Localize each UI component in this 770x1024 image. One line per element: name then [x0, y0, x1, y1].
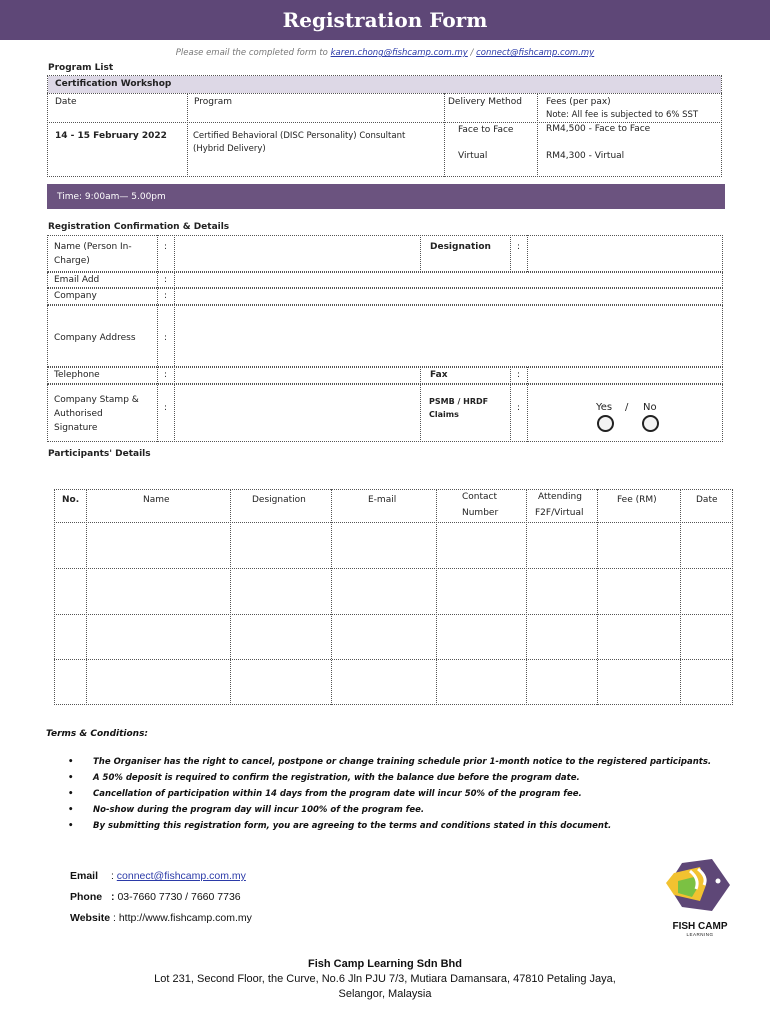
- logo-text: FISH CAMP: [672, 921, 728, 932]
- address-label: Company Address: [54, 333, 136, 343]
- col-date-header: Date: [55, 97, 77, 107]
- stamp-label-cont: Authorised: [54, 409, 103, 419]
- slash: /: [625, 402, 629, 413]
- no-label: No: [643, 402, 657, 413]
- colon: :: [517, 370, 521, 380]
- telephone-label: Telephone: [54, 370, 100, 380]
- contact-email: Email : connect@fishcamp.com.my: [70, 870, 246, 882]
- footer-address-cont: Selangor, Malaysia: [338, 988, 432, 1000]
- name-label-cont: Charge): [54, 256, 90, 266]
- yes-label: Yes: [596, 402, 613, 413]
- stamp-area[interactable]: [176, 386, 418, 440]
- email-link-karen[interactable]: karen.chong@fishcamp.com.my: [330, 48, 468, 58]
- fish-logo-icon: [660, 855, 740, 915]
- col-email: E-mail: [368, 495, 397, 505]
- fax-input[interactable]: [529, 368, 721, 383]
- footer-address: Lot 231, Second Floor, the Curve, No.6 Jln PJU 7/3, Mutiara Damansara, 47810 Petaling Jaya,: [154, 973, 616, 985]
- name-input[interactable]: [176, 237, 418, 270]
- divider: [444, 93, 445, 177]
- colon: :: [517, 403, 521, 413]
- contact-phone: Phone : 03-7660 7730 / 7660 7736: [70, 891, 241, 903]
- colon: :: [164, 242, 168, 252]
- terms-list: [68, 757, 758, 837]
- col-name: Name: [143, 495, 170, 505]
- fee-note: Note: All fee is subjected to 6% SST: [546, 110, 699, 120]
- table-row[interactable]: [55, 660, 732, 704]
- name-label: Name (Person In-: [54, 242, 132, 252]
- program-list-label: Program List: [48, 63, 114, 73]
- time-bar: Time: 9:00am— 5.00pm: [47, 184, 725, 209]
- psmb-label: PSMB / HRDF: [429, 397, 489, 406]
- col-contact: Contact: [462, 492, 498, 502]
- col-no: No.: [62, 495, 80, 505]
- registration-label: Registration Confirmation & Details: [48, 222, 230, 232]
- stamp-label: Company Stamp &: [54, 395, 139, 405]
- phone-label: Phone: [70, 891, 103, 903]
- website-link[interactable]: http://www.fishcamp.com.my: [118, 912, 252, 924]
- table-row[interactable]: [55, 523, 732, 567]
- email-separator: /: [470, 48, 474, 58]
- phone-value: 03-7660 7730 / 7660 7736: [117, 891, 241, 903]
- divider: [187, 93, 188, 177]
- program-category: Certification Workshop: [48, 76, 721, 93]
- col-contact-cont: Number: [462, 508, 499, 518]
- company-input[interactable]: [176, 289, 721, 304]
- list-item: • By submitting this registration form, you are agreeing to the terms and conditions stated in this document.: [68, 821, 758, 837]
- colon: :: [517, 242, 521, 252]
- col-program-header: Program: [194, 97, 232, 107]
- colon: :: [164, 403, 168, 413]
- participants-label: Participants' Details: [48, 449, 151, 459]
- col-attending-cont: F2F/Virtual: [535, 508, 584, 518]
- colon: :: [164, 291, 168, 301]
- email-link-connect[interactable]: connect@fishcamp.com.my: [476, 48, 595, 58]
- fee-virtual: RM4,300 - Virtual: [546, 151, 625, 161]
- program-subtitle: (Hybrid Delivery): [193, 144, 266, 154]
- list-item: • The Organiser has the right to cancel, postpone or change training schedule prior 1-month notice to the registered participants.: [68, 757, 758, 773]
- address-input[interactable]: [176, 307, 721, 365]
- psmb-label-cont: Claims: [429, 410, 459, 419]
- table-row[interactable]: [55, 569, 732, 613]
- colon: :: [164, 370, 168, 380]
- table-row[interactable]: [55, 615, 732, 658]
- logo-subtext: LEARNING: [686, 932, 714, 937]
- footer-company: Fish Camp Learning Sdn Bhd: [307, 958, 462, 970]
- colon: :: [164, 275, 168, 285]
- colon: :: [164, 333, 168, 343]
- list-item: • Cancellation of participation within 14 days from the program date will incur 50% of the program fee.: [68, 789, 758, 805]
- divider: [420, 235, 421, 272]
- email-label: Email: [70, 870, 99, 882]
- yes-radio[interactable]: [597, 415, 614, 432]
- col-delivery-header: Delivery Method: [448, 97, 522, 107]
- email-instruction: [0, 48, 770, 58]
- contact-email-link[interactable]: connect@fishcamp.com.my: [116, 870, 246, 882]
- col-fee: Fee (RM): [617, 495, 657, 505]
- divider: [47, 93, 722, 94]
- website-label: Website: [70, 912, 111, 924]
- list-item: • A 50% deposit is required to confirm the registration, with the balance due before the program date.: [68, 773, 758, 789]
- col-attending: Attending: [538, 492, 582, 502]
- email-input[interactable]: [176, 273, 721, 287]
- divider: [527, 235, 528, 272]
- program-name: Certified Behavioral (DISC Personality) Consultant: [193, 131, 406, 141]
- delivery-face-to-face: Face to Face: [458, 125, 514, 135]
- divider: [510, 235, 511, 272]
- fish-camp-logo: [660, 855, 740, 935]
- list-item: • No-show during the program day will incur 100% of the program fee.: [68, 805, 758, 821]
- col-fees-header: Fees (per pax): [546, 97, 611, 107]
- fax-label: Fax: [430, 370, 448, 380]
- designation-input[interactable]: [529, 237, 721, 270]
- divider: [47, 122, 722, 123]
- no-radio[interactable]: [642, 415, 659, 432]
- stamp-label-cont2: Signature: [54, 423, 98, 433]
- col-designation: Designation: [252, 495, 306, 505]
- terms-label: Terms & Conditions:: [46, 729, 149, 739]
- email-label: Email Add: [54, 275, 100, 285]
- telephone-input[interactable]: [176, 368, 418, 383]
- designation-label: Designation: [430, 242, 491, 252]
- contact-website: Website : http://www.fishcamp.com.my: [70, 912, 252, 924]
- email-instruction-text: Please email the completed form to: [175, 48, 328, 58]
- company-label: Company: [54, 291, 97, 301]
- col-date: Date: [696, 495, 718, 505]
- program-date: 14 - 15 February 2022: [55, 131, 167, 141]
- divider: [537, 93, 538, 177]
- delivery-virtual: Virtual: [458, 151, 488, 161]
- form-title: Registration Form: [0, 0, 770, 40]
- fee-face-to-face: RM4,500 - Face to Face: [546, 124, 651, 134]
